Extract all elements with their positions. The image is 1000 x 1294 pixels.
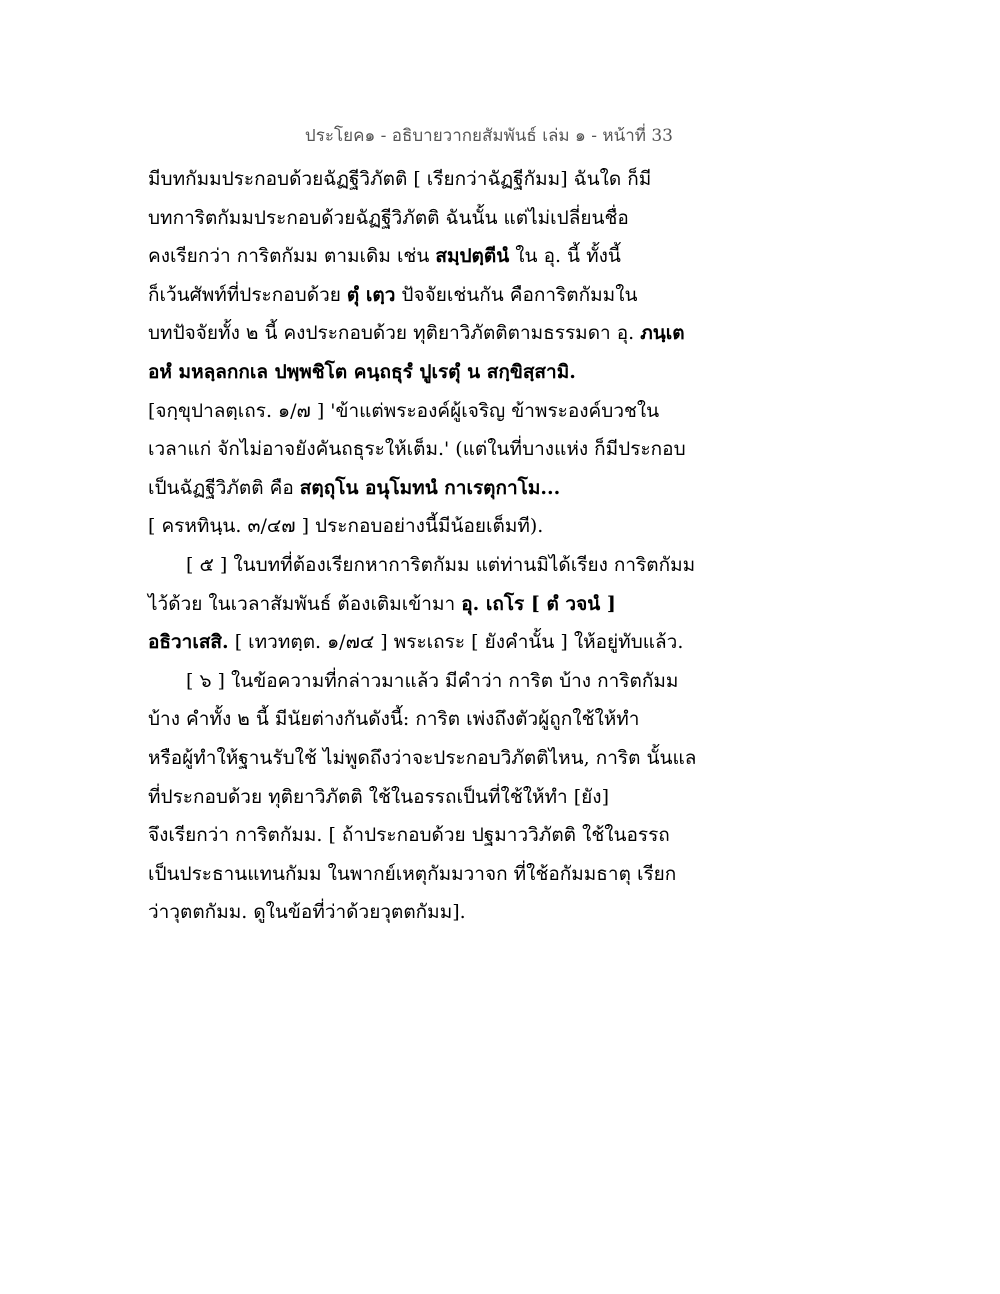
text-segment: บทปัจจัยทั้ง ๒ นี้ คงประกอบด้วย ทุติยาวิภัตติตามธรรมดา อุ. xyxy=(148,322,641,345)
pali-term: อธิวาเสสิ. xyxy=(148,631,229,654)
text-segment: ว่าวุตตกัมม. ดูในข้อที่ว่าด้วยวุตตกัมม]. xyxy=(148,901,466,924)
text-segment: มีบทกัมมประกอบด้วยฉัฏฐีวิภัตติ [ เรียกว่าฉัฏฐีกัมม] ฉันใด ก็มี xyxy=(148,168,652,190)
text-segment: [ ๖ ] ในข้อความที่กล่าวมาแล้ว มีคำว่า การิต บ้าง การิตกัมม xyxy=(186,669,679,692)
text-line xyxy=(148,392,728,431)
pali-term: สตฺถุโน อนุโมทนํ กาเรตุกาโม... xyxy=(299,476,561,499)
pali-term: ภนฺเต xyxy=(640,322,685,345)
text-line xyxy=(148,700,728,739)
text-segment: บ้าง คำทั้ง ๒ นี้ มีนัยต่างกันดังนี้: การิต เพ่งถึงตัวผู้ถูกใช้ให้ทำ xyxy=(148,708,640,731)
text-line xyxy=(148,237,728,276)
text-line xyxy=(148,314,728,353)
text-segment: เป็นฉัฏฐีวิภัตติ คือ xyxy=(148,476,300,499)
text-line xyxy=(148,199,728,238)
text-line xyxy=(148,623,728,662)
pali-term: ตุํ เตฺว xyxy=(346,283,396,306)
pali-term: สมฺปตฺตีนํ xyxy=(435,245,510,268)
text-line xyxy=(148,353,728,392)
text-line xyxy=(148,778,728,817)
text-line xyxy=(148,816,728,855)
text-line xyxy=(148,662,728,701)
pali-term: อหํ มหลฺลกกเล ปพฺพชิโต คนฺถธุรํ ปูเรตุํ น สกฺขิสฺสามิ. xyxy=(148,360,576,383)
text-segment: คงเรียกว่า การิตกัมม ตามเดิม เช่น xyxy=(148,245,436,268)
text-segment: จึงเรียกว่า การิตกัมม. [ ถ้าประกอบด้วย ปฐมาววิภัตติ ใช้ในอรรถ xyxy=(148,824,670,847)
text-segment: [ เทวทตฺต. ๑/๗๔ ] พระเถระ [ ยังคำนั้น ] ให้อยู่ทับแล้ว. xyxy=(228,631,684,654)
text-line xyxy=(148,507,728,546)
text-line xyxy=(148,855,728,894)
text-line xyxy=(148,893,728,932)
text-line xyxy=(148,160,728,199)
text-segment: ใน อุ. นี้ ทั้งนี้ xyxy=(509,245,621,268)
running-header: ประโยค๑ - อธิบายวากยสัมพันธ์ เล่ม ๑ - หน้าที่ 33 xyxy=(304,126,673,146)
text-segment: [ ๕ ] ในบทที่ต้องเรียกหาการิตกัมม แต่ท่านมิได้เรียง การิตกัมม xyxy=(186,553,696,576)
text-segment: หรือผู้ทำให้ฐานรับใช้ ไม่พูดถึงว่าจะประกอบวิภัตติไหน, การิต นั้นแล xyxy=(148,746,697,769)
text-line xyxy=(148,739,728,778)
text-line xyxy=(148,276,728,315)
text-segment: เป็นประธานแทนกัมม ในพากย์เหตุกัมมวาจก ที่ใช้อกัมมธาตุ เรียก xyxy=(148,862,677,885)
text-segment: บทการิตกัมมประกอบด้วยฉัฏฐีวิภัตติ ฉันนั้น แต่ไม่เปลี่ยนชื่อ xyxy=(148,206,629,229)
text-line xyxy=(148,430,728,469)
text-line xyxy=(148,546,728,585)
text-segment: ปัจจัยเช่นกัน คือการิตกัมมใน xyxy=(395,283,638,306)
text-line xyxy=(148,469,728,508)
text-segment: [จกฺขุปาลตฺเถร. ๑/๗ ] 'ข้าแต่พระองค์ผู้เจริญ ข้าพระองค์บวชใน xyxy=(148,399,660,422)
text-segment: เวลาแก่ จักไม่อาจยังคันถธุระให้เต็ม.' (แต่ในที่บางแห่ง ก็มีประกอบ xyxy=(148,438,686,461)
pali-term: อุ. เถโร [ ตํ วจนํ ] xyxy=(461,592,616,615)
text-segment: ที่ประกอบด้วย ทุติยาวิภัตติ ใช้ในอรรถเป็นที่ใช้ให้ทำ [ยัง] xyxy=(148,785,610,808)
text-line xyxy=(148,585,728,624)
text-segment: ก็เว้นศัพท์ที่ประกอบด้วย xyxy=(148,283,347,306)
text-segment: [ ครหทินฺน. ๓/๔๗ ] ประกอบอย่างนี้มีน้อยเต็มที). xyxy=(148,515,544,538)
document-body xyxy=(148,160,728,932)
text-segment: ไว้ด้วย ในเวลาสัมพันธ์ ต้องเติมเข้ามา xyxy=(148,592,462,615)
